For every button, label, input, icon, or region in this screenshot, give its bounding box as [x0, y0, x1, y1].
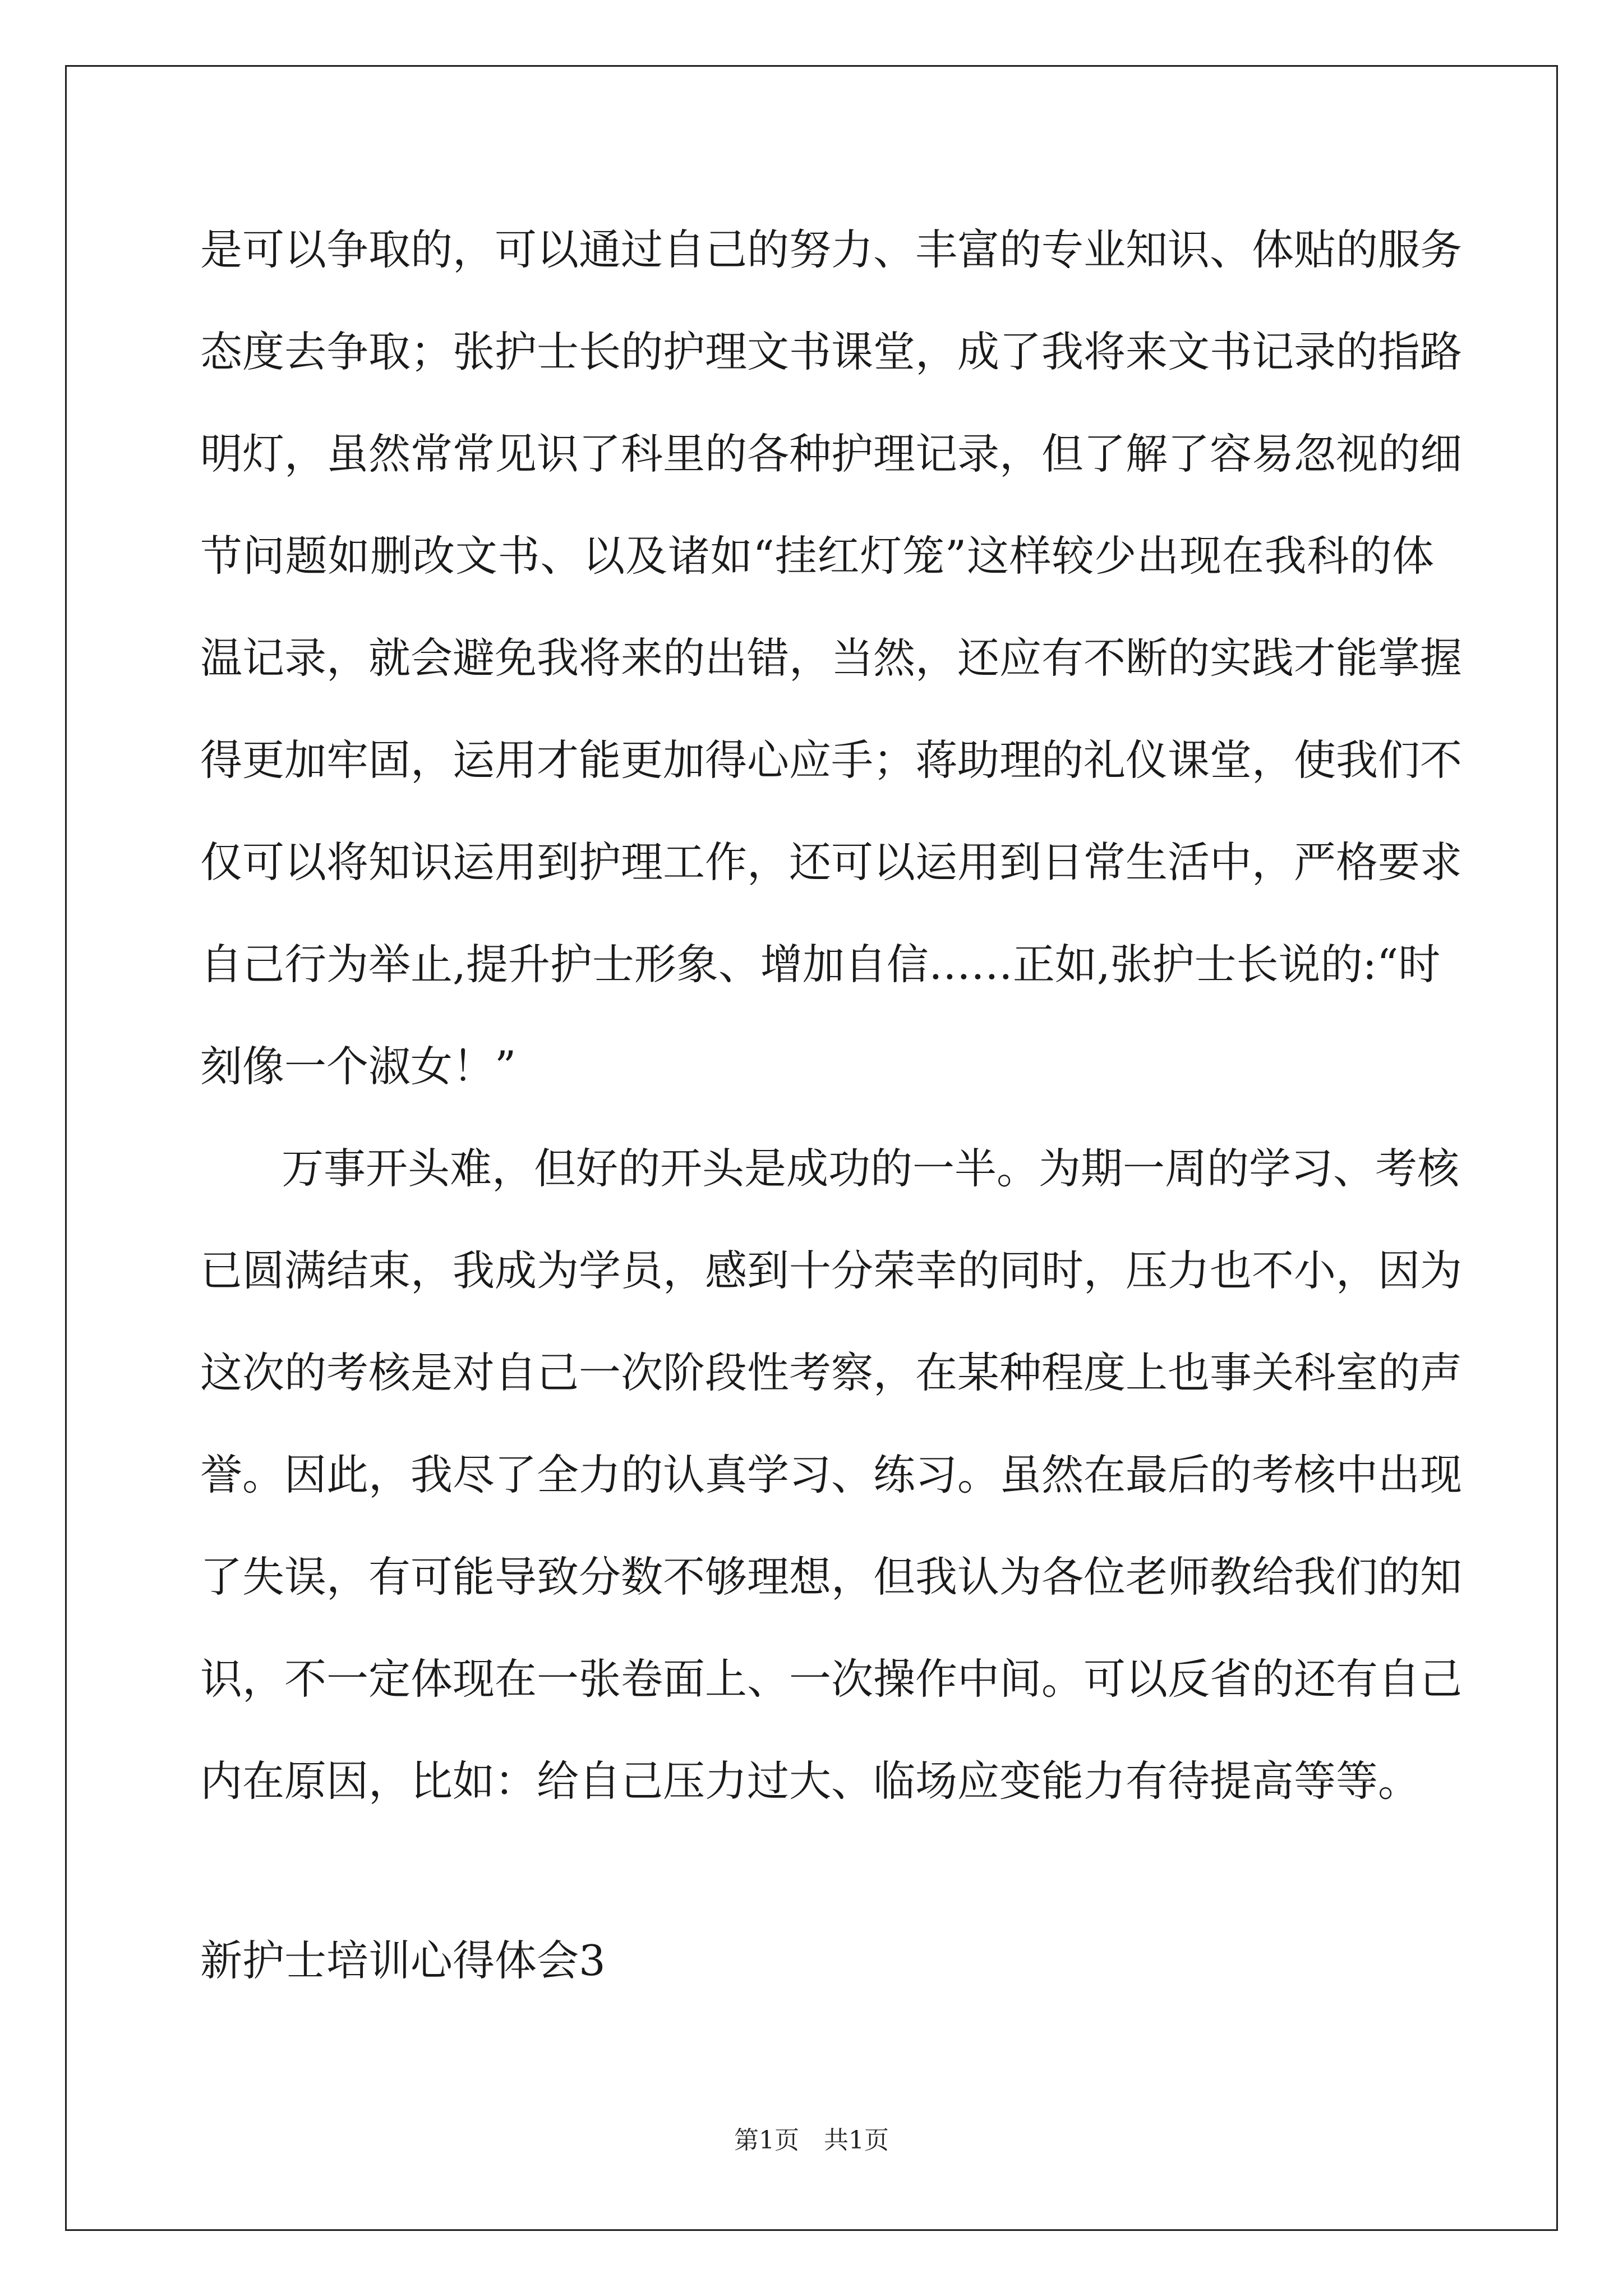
- paragraph-2-line-7: 内在原因，比如：给自己压力过大、临场应变能力有待提高等等。: [200, 1756, 1421, 1806]
- paragraph-1-line-2: 态度去争取；张护士长的护理文书课堂，成了我将来文书记录的指路: [200, 327, 1463, 376]
- page-footer: 第1页 共1页: [734, 2126, 889, 2155]
- paragraph-1-line-5: 温记录，就会避免我将来的出错，当然，还应有不断的实践才能掌握: [200, 633, 1463, 683]
- paragraph-1-line-9: 刻像一个淑女！”: [200, 1042, 517, 1091]
- paragraph-2-line-5: 了失误，有可能导致分数不够理想，但我认为各位老师教给我们的知: [200, 1552, 1463, 1602]
- paragraph-1-line-3: 明灯，虽然常常见识了科里的各种护理记录，但了解了容易忽视的细: [200, 429, 1463, 478]
- paragraph-1-line-7: 仅可以将知识运用到护理工作，还可以运用到日常生活中，严格要求: [200, 838, 1463, 887]
- paragraph-2-line-4: 誉。因此，我尽了全力的认真学习、练习。虽然在最后的考核中出现: [200, 1450, 1463, 1499]
- paragraph-1-line-1: 是可以争取的，可以通过自己的努力、丰富的专业知识、体贴的服务: [200, 225, 1463, 274]
- paragraph-1-line-8: 自己行为举止,提升护士形象、增加自信……正如,张护士长说的:“时: [200, 940, 1441, 989]
- paragraph-1-line-6: 得更加牢固，运用才能更加得心应手；蒋助理的礼仪课堂，使我们不: [200, 735, 1463, 785]
- paragraph-2-line-2: 已圆满结束，我成为学员，感到十分荣幸的同时，压力也不小，因为: [200, 1246, 1463, 1295]
- paragraph-1-line-4: 节问题如删改文书、以及诸如“挂红灯笼”这样较少出现在我科的体: [200, 531, 1434, 581]
- paragraph-2-line-1: 万事开头难，但好的开头是成功的一半。为期一周的学习、考核: [282, 1144, 1460, 1193]
- section-heading: 新护士培训心得体会3: [200, 1936, 606, 1985]
- paragraph-2-line-6: 识，不一定体现在一张卷面上、一次操作中间。可以反省的还有自己: [200, 1654, 1463, 1704]
- paragraph-2-line-3: 这次的考核是对自己一次阶段性考察，在某种程度上也事关科室的声: [200, 1348, 1463, 1397]
